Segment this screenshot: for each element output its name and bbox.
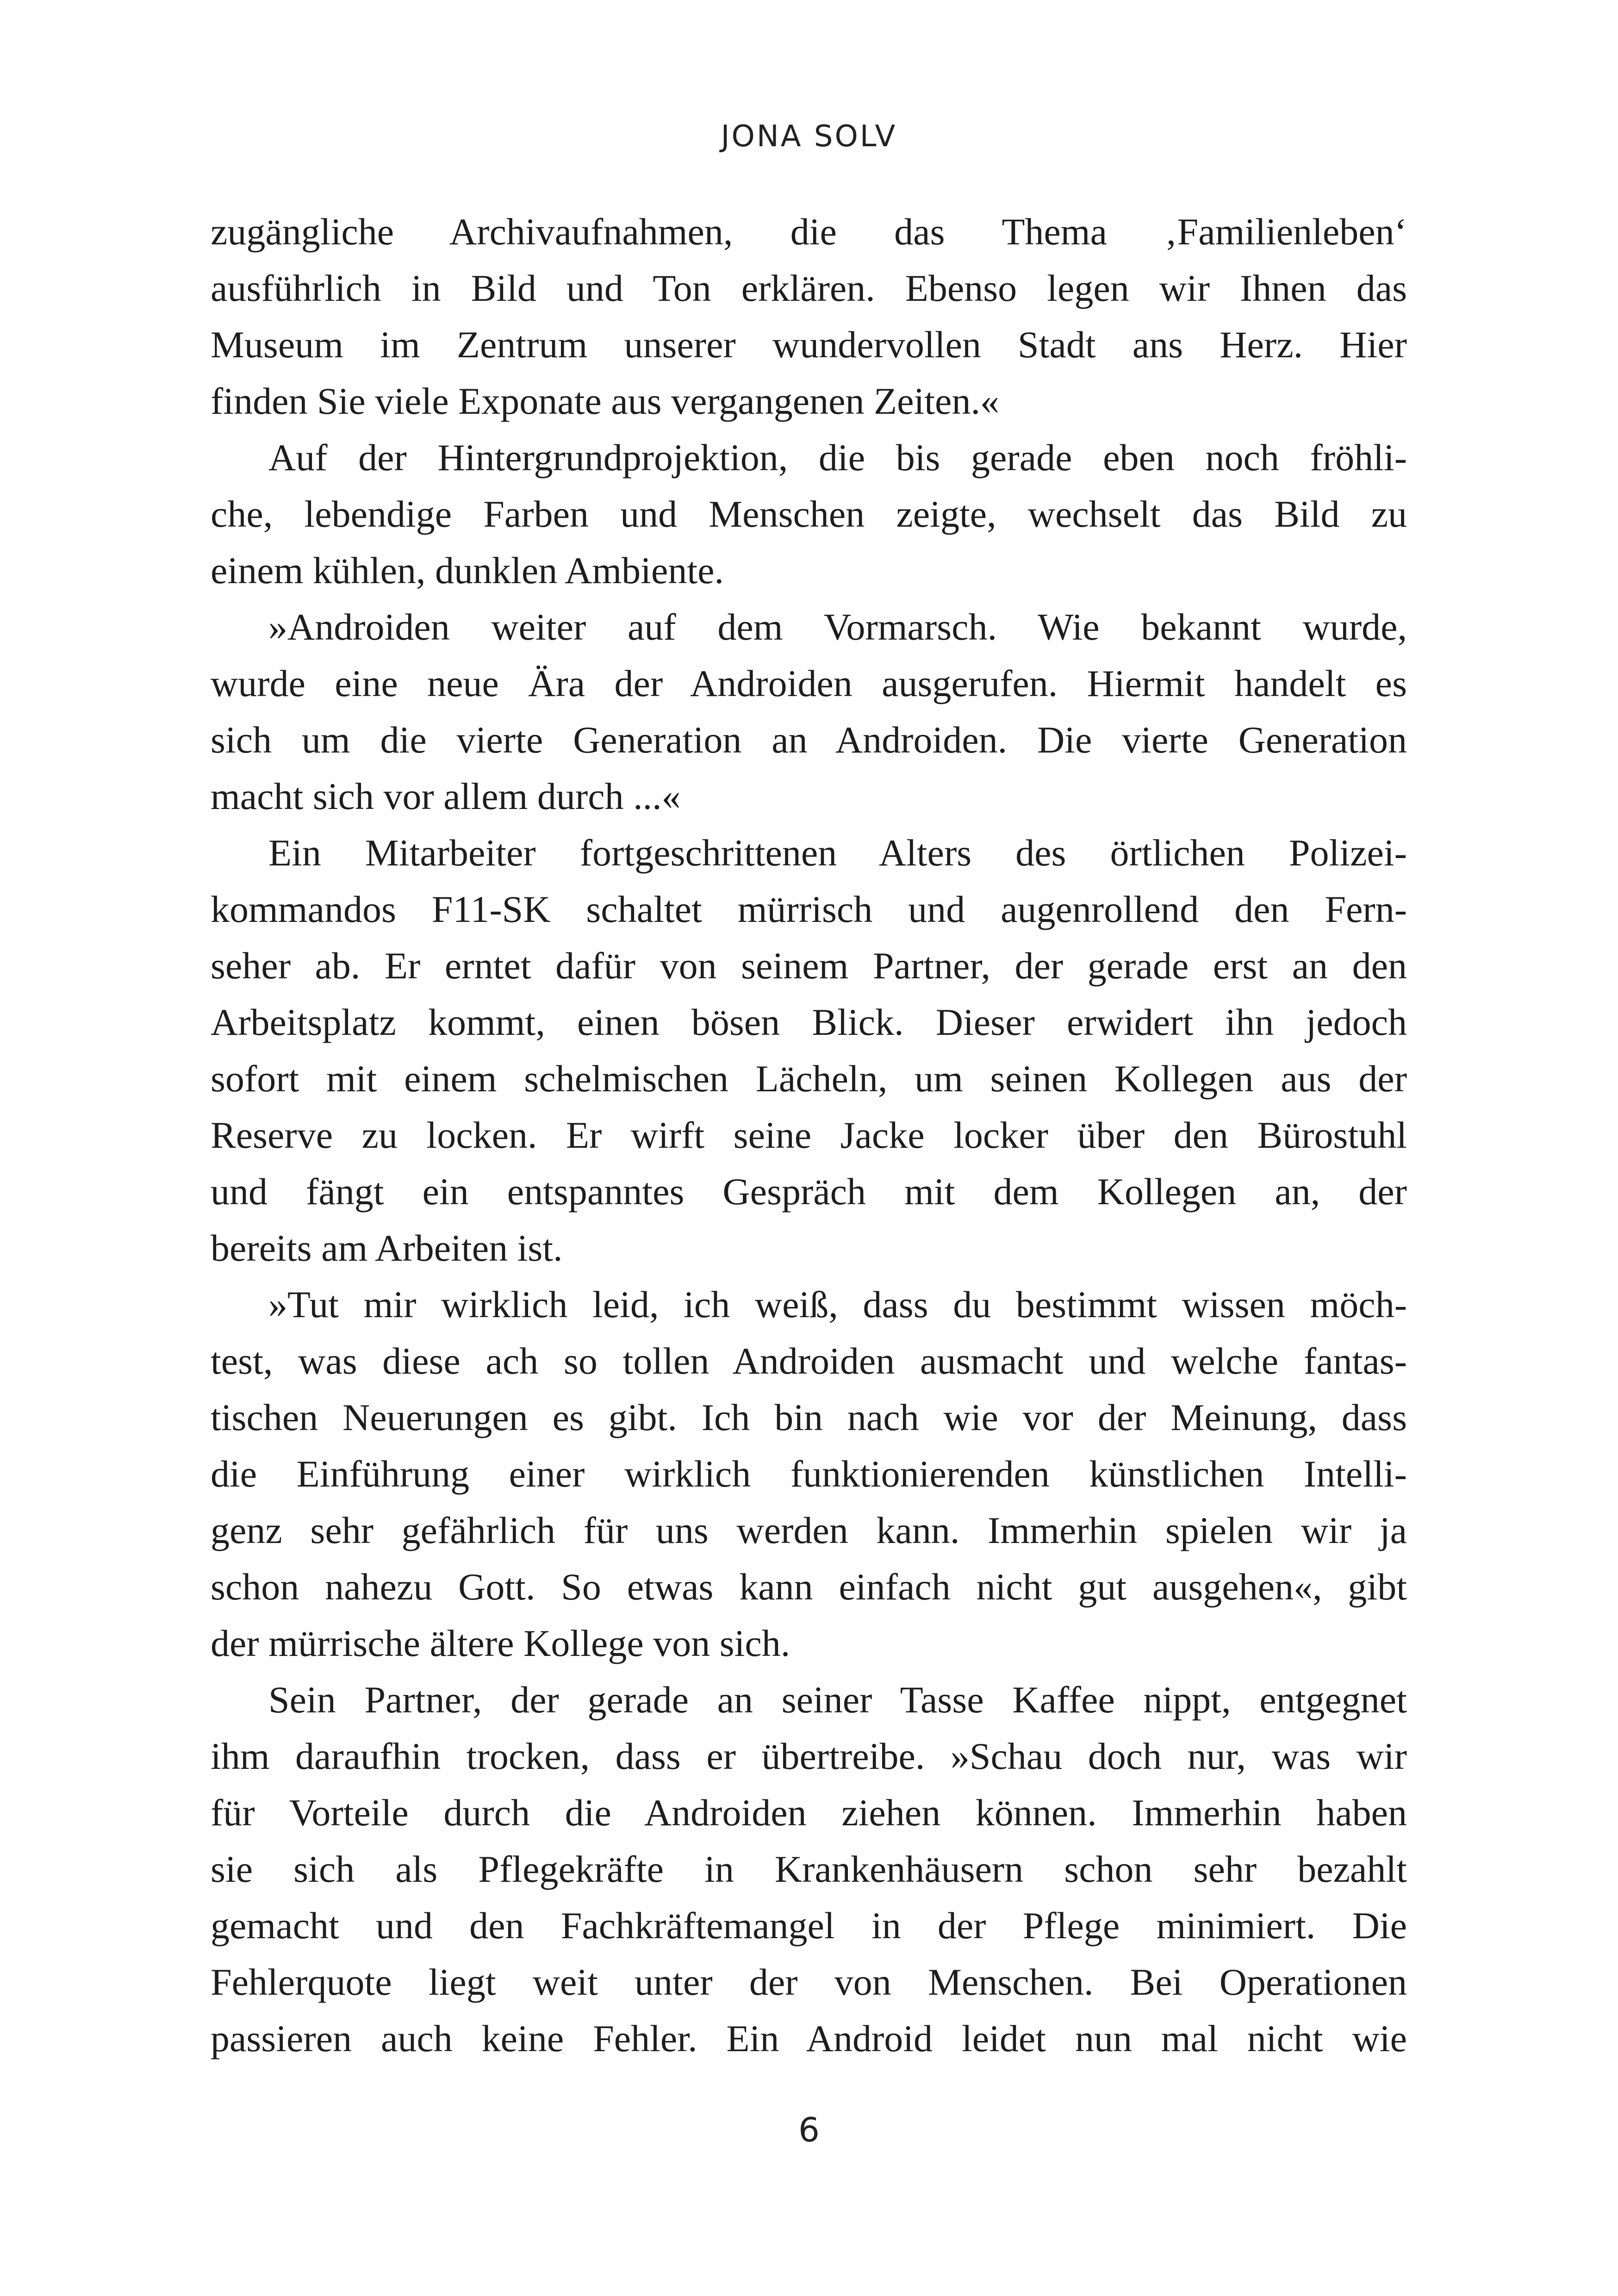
text-line: Fehlerquote liegt weit unter der von Menschen. Bei Operationen <box>211 1961 1407 2003</box>
text-line: che, lebendige Farben und Menschen zeigte, wechselt das Bild zu <box>211 493 1407 535</box>
text-line: bereits am Arbeiten ist. <box>211 1227 563 1269</box>
text-line: schon nahezu Gott. So etwas kann einfach nicht gut ausgehen«, gibt <box>211 1566 1407 1608</box>
text-line: »Androiden weiter auf dem Vormarsch. Wie bekannt wurde, <box>268 606 1407 648</box>
text-line: der mürrische ältere Kollege von sich. <box>211 1622 790 1664</box>
text-line: test, was diese ach so tollen Androiden ausmacht und welche fantas- <box>211 1340 1407 1382</box>
page-number: 6 <box>798 2110 820 2149</box>
text-line: Ein Mitarbeiter fortgeschrittenen Alters des örtlichen Polizei- <box>268 832 1407 874</box>
text-line: genz sehr gefährlich für uns werden kann. Immerhin spielen wir ja <box>211 1509 1407 1551</box>
text-line: wurde eine neue Ära der Androiden ausgerufen. Hiermit handelt es <box>211 662 1407 704</box>
text-line: für Vorteile durch die Androiden ziehen können. Immerhin haben <box>211 1792 1407 1834</box>
text-line: kommandos F11-SK schaltet mürrisch und augenrollend den Fern- <box>211 888 1407 930</box>
text-line: passieren auch keine Fehler. Ein Android leidet nun mal nicht wie <box>211 2017 1407 2060</box>
text-line: ausführlich in Bild und Ton erklären. Ebenso legen wir Ihnen das <box>211 267 1407 309</box>
text-line: Auf der Hintergrundprojektion, die bis gerade eben noch fröhli- <box>268 436 1407 479</box>
text-line: die Einführung einer wirklich funktionierenden künstlichen Intelli- <box>211 1453 1407 1495</box>
text-line: sich um die vierte Generation an Androiden. Die vierte Generation <box>211 719 1407 761</box>
text-line: Museum im Zentrum unserer wundervollen Stadt ans Herz. Hier <box>211 324 1407 366</box>
text-line: »Tut mir wirklich leid, ich weiß, dass du bestimmt wissen möch- <box>268 1283 1407 1325</box>
text-line: Reserve zu locken. Er wirft seine Jacke locker über den Bürostuhl <box>211 1114 1407 1156</box>
text-line: tischen Neuerungen es gibt. Ich bin nach wie vor der Meinung, dass <box>211 1396 1407 1438</box>
text-line: Sein Partner, der gerade an seiner Tasse Kaffee nippt, entgegnet <box>268 1679 1407 1721</box>
text-line: einem kühlen, dunklen Ambiente. <box>211 549 724 591</box>
text-line: sofort mit einem schelmischen Lächeln, um seinen Kollegen aus der <box>211 1058 1407 1100</box>
text-line: macht sich vor allem durch ...« <box>211 775 681 817</box>
text-line: zugängliche Archivaufnahmen, die das Thema ‚Familienleben‘ <box>211 211 1407 253</box>
body-text <box>211 204 1407 2067</box>
text-line: und fängt ein entspanntes Gespräch mit dem Kollegen an, der <box>211 1170 1407 1213</box>
text-line: Arbeitsplatz kommt, einen bösen Blick. Dieser erwidert ihn jedoch <box>211 1001 1407 1043</box>
text-line: sie sich als Pflegekräfte in Krankenhäusern schon sehr bezahlt <box>211 1848 1407 1890</box>
text-line: seher ab. Er erntet dafür von seinem Partner, der gerade erst an den <box>211 945 1407 987</box>
text-line: finden Sie viele Exponate aus vergangenen Zeiten.« <box>211 380 999 422</box>
text-line: gemacht und den Fachkräftemangel in der Pflege minimiert. Die <box>211 1904 1407 1947</box>
text-line: ihm daraufhin trocken, dass er übertreibe. »Schau doch nur, was wir <box>211 1735 1407 1777</box>
running-head-author: JONA SOLV <box>721 119 897 154</box>
